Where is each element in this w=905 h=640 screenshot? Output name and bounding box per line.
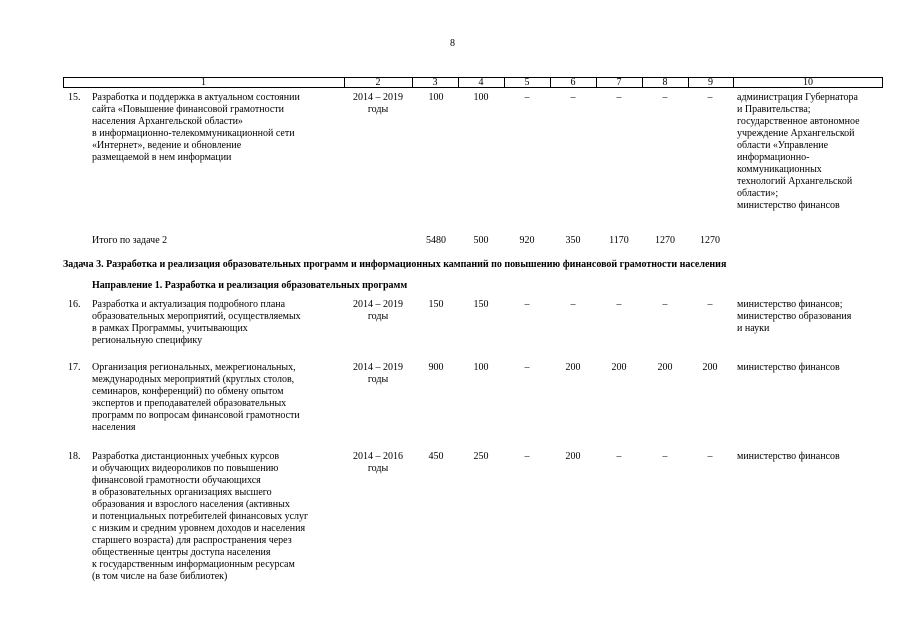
row-value: 100 — [428, 92, 444, 103]
row-executor-line: государственное автономное — [737, 116, 860, 127]
row-executor-line: министерство образования — [737, 311, 852, 322]
row-value: 450 — [428, 451, 444, 462]
row-description-line: в информационно-телекоммуникационной сети — [92, 128, 295, 139]
row-value: 100 — [473, 362, 489, 373]
row-executor-line: области «Управление — [737, 140, 829, 151]
row-description-line: Разработка и актуализация подробного плана — [92, 299, 286, 310]
row-value: – — [524, 451, 530, 462]
row-value: – — [662, 299, 668, 310]
row-value: – — [707, 451, 713, 462]
row-value: 900 — [428, 362, 444, 373]
row-period: 2014 – 2019 — [353, 362, 403, 373]
row-description-line: в образовательных организациях высшего — [92, 487, 272, 498]
row-description-line: населения Архангельской области» — [92, 116, 243, 127]
row-value: 200 — [657, 362, 673, 373]
row-executor-line: области»; — [737, 188, 779, 199]
total-label: Итого по задаче 2 — [92, 235, 168, 246]
row-description-line: в рамках Программы, учитывающих — [92, 323, 248, 334]
direction-heading: Направление 1. Разработка и реализация образовательных программ — [92, 280, 408, 291]
total-value: 920 — [519, 235, 535, 246]
row-value: – — [616, 299, 622, 310]
row-value: – — [616, 92, 622, 103]
row-period: годы — [367, 463, 389, 474]
row-value: – — [616, 451, 622, 462]
row-description-line: экспертов и преподавателей образовательных — [92, 398, 287, 409]
row-value: 200 — [702, 362, 718, 373]
row-executor-line: коммуникационных — [737, 164, 822, 175]
row-executor-line: министерство финансов; — [737, 299, 843, 310]
row-value: 200 — [611, 362, 627, 373]
total-value: 1270 — [700, 235, 720, 246]
row-description-line: финансовой грамотности обучающихся — [92, 475, 261, 486]
row-description-line: Разработка и поддержка в актуальном состоянии — [92, 92, 300, 103]
row-value: 250 — [473, 451, 489, 462]
row-description-line: (в том числе на базе библиотек) — [92, 571, 228, 582]
row-number: 16. — [68, 299, 81, 310]
row-value: 100 — [473, 92, 489, 103]
column-header: 2 — [375, 77, 381, 88]
row-number: 15. — [68, 92, 81, 103]
row-executor-line: министерство финансов — [737, 451, 840, 462]
row-description-line: образовательных мероприятий, осуществляемых — [92, 311, 301, 322]
row-number: 18. — [68, 451, 81, 462]
row-executor-line: и Правительства; — [737, 104, 811, 115]
column-header: 4 — [478, 77, 484, 88]
row-description-line: «Интернет», ведение и обновление — [92, 140, 242, 151]
row-description-line: сайта «Повышение финансовой грамотности — [92, 104, 285, 115]
column-header: 7 — [616, 77, 622, 88]
row-description-line: размещаемой в нем информации — [92, 152, 232, 163]
column-header: 5 — [524, 77, 530, 88]
row-number: 17. — [68, 362, 81, 373]
row-description-line: населения — [92, 422, 136, 433]
page-number: 8 — [450, 38, 455, 49]
row-executor-line: министерство финансов — [737, 362, 840, 373]
row-description-line: семинаров, конференций) по обмену опытом — [92, 386, 284, 397]
row-executor-line: учреждение Архангельской — [737, 128, 855, 139]
row-period: годы — [367, 104, 389, 115]
row-value: – — [662, 92, 668, 103]
row-value: 150 — [428, 299, 444, 310]
row-value: – — [524, 92, 530, 103]
column-header: 3 — [432, 77, 438, 88]
row-description-line: региональную специфику — [92, 335, 203, 346]
row-description-line: и обучающих видеороликов по повышению — [92, 463, 279, 474]
row-value: – — [524, 362, 530, 373]
row-value: – — [570, 299, 576, 310]
row-description-line: и потенциальных потребителей финансовых услуг — [92, 511, 309, 522]
row-value: 200 — [565, 362, 581, 373]
row-value: 150 — [473, 299, 489, 310]
row-description-line: Организация региональных, межрегиональных, — [92, 362, 296, 373]
row-period: 2014 – 2019 — [353, 92, 403, 103]
row-executor-line: и науки — [737, 323, 770, 334]
total-value: 350 — [565, 235, 581, 246]
row-value: – — [662, 451, 668, 462]
row-executor-line: технологий Архангельской — [737, 176, 853, 187]
row-description-line: Разработка дистанционных учебных курсов — [92, 451, 280, 462]
row-period: годы — [367, 374, 389, 385]
row-description-line: программ по вопросам финансовой грамотности — [92, 410, 300, 421]
total-value: 5480 — [426, 235, 446, 246]
column-header: 1 — [201, 77, 206, 88]
row-executor-line: министерство финансов — [737, 200, 840, 211]
row-executor-line: информационно- — [737, 152, 810, 163]
column-header: 10 — [803, 77, 813, 88]
column-header: 6 — [570, 77, 576, 88]
row-description-line: международных мероприятий (круглых столов, — [92, 374, 295, 385]
total-value: 1270 — [655, 235, 675, 246]
row-executor-line: администрация Губернатора — [737, 92, 858, 103]
row-value: – — [707, 299, 713, 310]
column-header: 9 — [708, 77, 713, 88]
row-description-line: общественные центры доступа населения — [92, 547, 271, 558]
total-value: 500 — [473, 235, 489, 246]
row-period: 2014 – 2016 — [353, 451, 403, 462]
row-value: – — [570, 92, 576, 103]
row-description-line: к государственным информационным ресурсам — [92, 559, 295, 570]
row-value: – — [524, 299, 530, 310]
row-value: – — [707, 92, 713, 103]
row-description-line: с низким и средним уровнем доходов и населения — [92, 523, 306, 534]
row-value: 200 — [565, 451, 581, 462]
row-period: годы — [367, 311, 389, 322]
column-header: 8 — [662, 77, 668, 88]
row-description-line: образования и взрослого населения (активных — [92, 499, 290, 510]
task3-heading: Задача 3. Разработка и реализация образовательных программ и информационных кампаний по повышению финансовой грамотности населения — [63, 259, 727, 270]
row-period: 2014 – 2019 — [353, 299, 403, 310]
total-value: 1170 — [609, 235, 629, 246]
row-description-line: старшего возраста) для распространения через — [92, 535, 292, 546]
